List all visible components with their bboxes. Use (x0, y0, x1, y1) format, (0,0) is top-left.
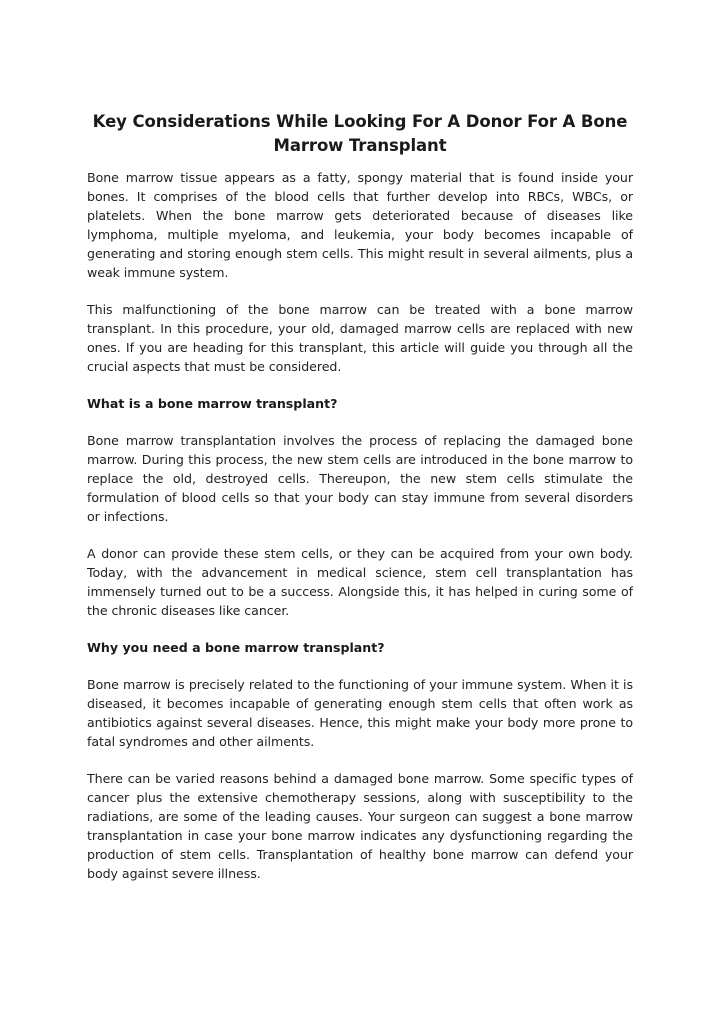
paragraph-reasons: There can be varied reasons behind a damaged bone marrow. Some specific types of cancer plus the extensive chemotherapy sessions, along with susceptibility to the radiations, are some of the leading causes. Your surgeon can suggest a bone marrow transplantation in case your bone marrow indicates any dysfunctioning regarding the production of stem cells. Transplantation of healthy bone marrow can defend your body against severe illness. (87, 771, 633, 881)
document-body (87, 110, 633, 901)
paragraph-donor: A donor can provide these stem cells, or they can be acquired from your own body. Today, with the advancement in medical science, stem cell transplantation has immensely turned out to be a success. Alongside this, it has helped in curing some of the chronic diseases like cancer. (87, 546, 633, 618)
section-heading-why-need: Why you need a bone marrow transplant? (87, 640, 385, 655)
paragraph-immune-system: Bone marrow is precisely related to the functioning of your immune system. When it is diseased, it becomes incapable of generating enough stem cells that often work as antibiotics against several diseases. Hence, this might make your body more prone to fatal syndromes and other ailments. (87, 677, 633, 749)
paragraph-transplantation-process: Bone marrow transplantation involves the process of replacing the damaged bone marrow. During this process, the new stem cells are introduced in the bone marrow to replace the old, destroyed cells. Thereupon, the new stem cells stimulate the formulation of blood cells so that your body can stay immune from several disorders or infections. (87, 433, 633, 524)
section-heading-what-is: What is a bone marrow transplant? (87, 396, 338, 411)
paragraph-intro: Bone marrow tissue appears as a fatty, spongy material that is found inside your bones. It comprises of the blood cells that further develop into RBCs, WBCs, or platelets. When the bone marrow gets deteriorated because of diseases like lymphoma, multiple myeloma, and leukemia, your body becomes incapable of generating and storing enough stem cells. This might result in several ailments, plus a weak immune system. (87, 170, 633, 280)
paragraph-treatment: This malfunctioning of the bone marrow can be treated with a bone marrow transplant. In this procedure, your old, damaged marrow cells are replaced with new ones. If you are heading for this transplant, this article will guide you through all the crucial aspects that must be considered. (87, 302, 633, 374)
document-title: Key Considerations While Looking For A Donor For A Bone Marrow Transplant (92, 112, 628, 155)
